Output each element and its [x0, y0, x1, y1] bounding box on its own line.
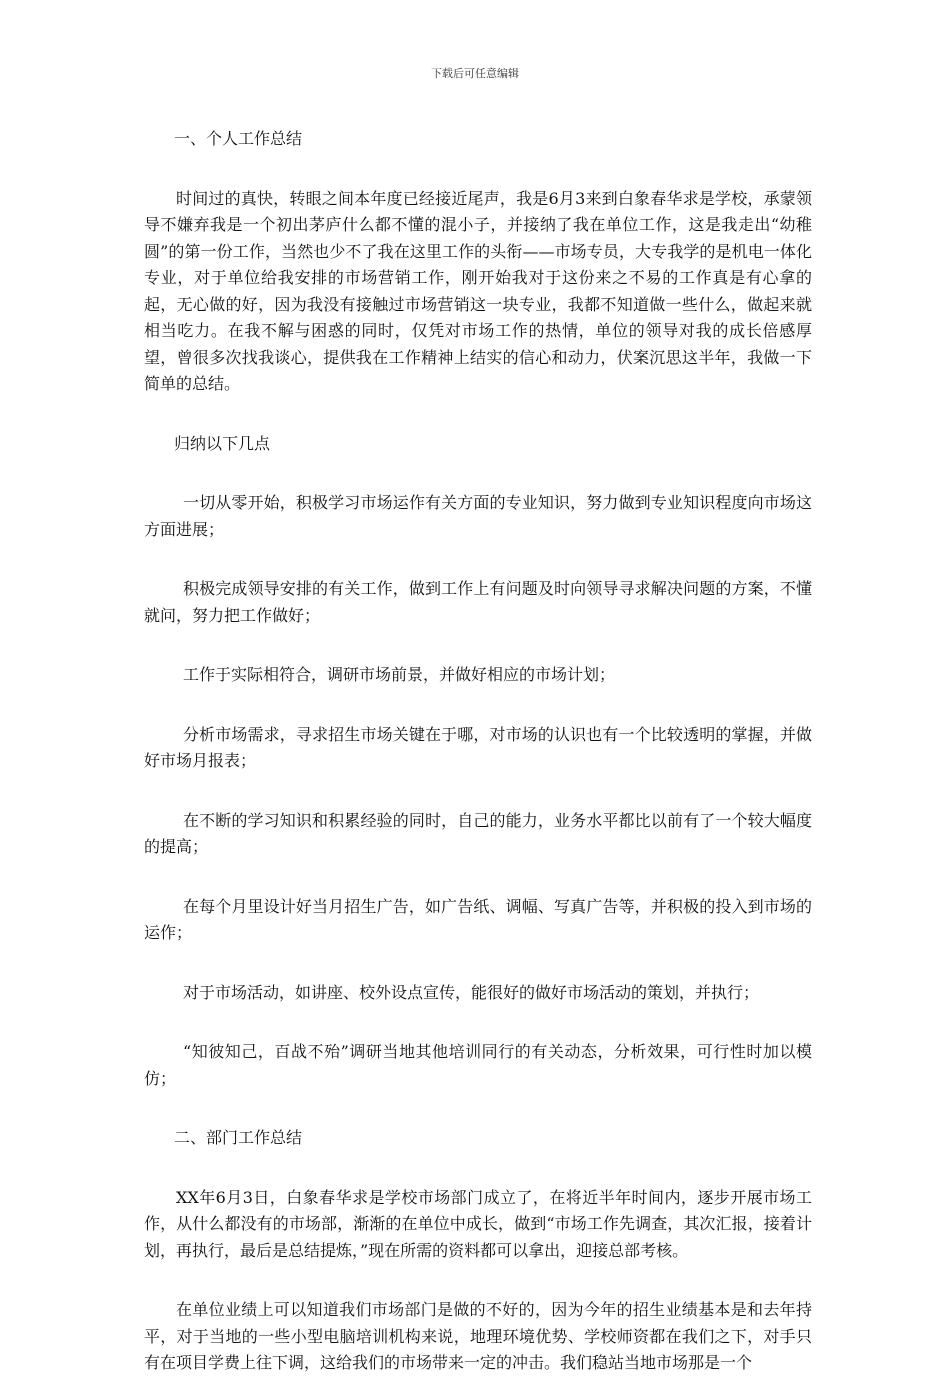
point-1: 一切从零开始，积极学习市场运作有关方面的专业知识，努力做到专业知识程度向市场这方面进展；	[144, 493, 812, 539]
department-paragraph-1: XX年6月3日，白象春华求是学校市场部门成立了，在将近半年时间内，逐步开展市场工作，从什么都没有的市场部，渐渐的在单位中成长，做到“市场工作先调查，其次汇报，接着计划，再执行，最后是总结提炼，”现在所需的资料都可以拿出，迎接总部考核。	[144, 1187, 812, 1260]
department-paragraph-2: 在单位业绩上可以知道我们市场部门是做的不好的，因为今年的招生业绩基本是和去年持平，对于当地的一些小型电脑培训机构来说，地理环境优势、学校师资都在我们之下，对手只有在项目学费上往下调，这给我们的市场带来一定的冲击。我们稳站当地市场那是一个	[144, 1300, 812, 1372]
point-6: 在每个月里设计好当月招生广告，如广告纸、调幅、写真广告等，并积极的投入到市场的运作；	[144, 896, 812, 942]
point-3: 工作于实际相符合，调研市场前景，并做好相应的市场计划；	[183, 665, 616, 684]
section-1-title: 一、个人工作总结	[174, 129, 303, 148]
point-2: 积极完成领导安排的有关工作，做到工作上有问题及时向领导寻求解决问题的方案，不懂就问，努力把工作做好；	[144, 579, 812, 625]
document-body	[144, 126, 812, 1377]
download-note: 下载后可任意编辑	[431, 67, 519, 80]
point-4: 分析市场需求，寻求招生市场关键在于哪，对市场的认识也有一个比较透明的掌握，并做好市场月报表；	[144, 724, 812, 770]
point-8: “知彼知己，百战不殆”调研当地其他培训同行的有关动态，分析效果，可行性时加以模仿；	[144, 1042, 812, 1088]
section-2-title: 二、部门工作总结	[174, 1128, 303, 1147]
intro-paragraph: 时间过的真快，转眼之间本年度已经接近尾声，我是6月3来到白象春华求是学校，承蒙领导不嫌弃我是一个初出茅庐什么都不懂的混小子，并接纳了我在单位工作，这是我走出“幼稚圆”的第一份工作，当然也少不了我在这里工作的头衔——市场专员，大专我学的是机电一体化专业，对于单位给我安排的市场营销工作，刚开始我对于这份来之不易的工作真是有心拿的起，无心做的好，因为我没有接触过市场营销这一块专业，我都不知道做一些什么，做起来就相当吃力。在我不解与困惑的同时，仅凭对市场工作的热情，单位的领导对我的成长倍感厚望，曾很多次找我谈心，提供我在工作精神上结实的信心和动力，伏案沉思这半年，我做一下简单的总结。	[144, 188, 812, 393]
point-5: 在不断的学习知识和积累经验的同时，自己的能力，业务水平都比以前有了一个较大幅度的提高；	[144, 810, 812, 856]
summary-heading: 归纳以下几点	[174, 433, 271, 453]
point-7: 对于市场活动，如讲座、校外设点宣传，能很好的做好市场活动的策划，并执行；	[183, 982, 760, 1002]
